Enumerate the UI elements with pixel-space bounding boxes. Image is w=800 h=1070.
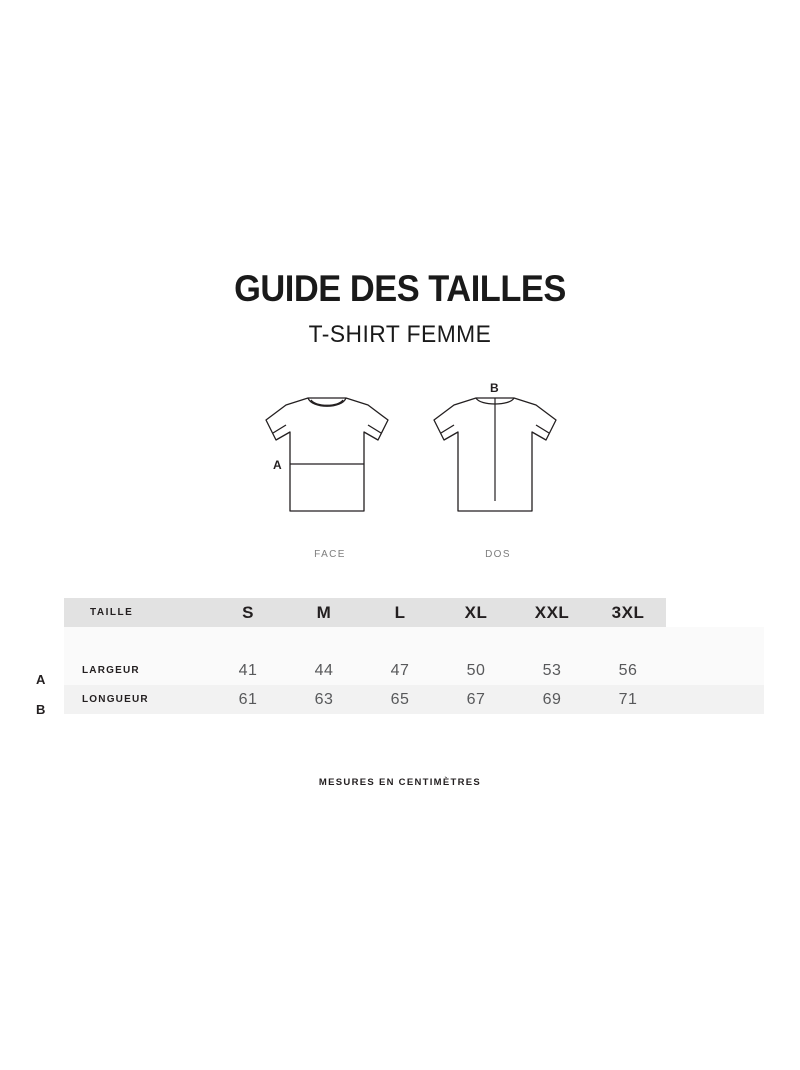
largeur-l: 47 <box>362 656 438 685</box>
caption-dos: DOS <box>485 549 511 560</box>
table-row-largeur <box>64 656 764 685</box>
table-header-row <box>64 598 764 627</box>
header-size-l: L <box>362 598 438 627</box>
longueur-spacer <box>666 685 764 714</box>
largeur-m: 44 <box>286 656 362 685</box>
largeur-3xl: 56 <box>590 656 666 685</box>
front-tshirt-icon <box>266 398 388 511</box>
longueur-3xl: 71 <box>590 685 666 714</box>
header-size-3xl: 3XL <box>590 598 666 627</box>
largeur-xl: 50 <box>438 656 514 685</box>
back-tshirt-icon <box>434 398 556 511</box>
row-marker-a: A <box>36 672 46 687</box>
longueur-xl: 67 <box>438 685 514 714</box>
shirt-illustrations <box>0 378 800 568</box>
longueur-l: 65 <box>362 685 438 714</box>
title-block <box>0 270 800 349</box>
header-size-xl: XL <box>438 598 514 627</box>
header-taille: TAILLE <box>64 598 210 627</box>
page-subtitle: T-SHIRT FEMME <box>308 320 492 348</box>
longueur-m: 63 <box>286 685 362 714</box>
row-label-largeur: LARGEUR <box>64 656 210 685</box>
largeur-s: 41 <box>210 656 286 685</box>
size-table <box>64 598 764 714</box>
largeur-xxl: 53 <box>514 656 590 685</box>
header-size-xxl: XXL <box>514 598 590 627</box>
largeur-spacer <box>666 656 764 685</box>
row-label-longueur: LONGUEUR <box>64 685 210 714</box>
row-marker-b: B <box>36 702 46 717</box>
longueur-s: 61 <box>210 685 286 714</box>
size-table-wrap <box>64 598 764 714</box>
tshirt-diagram-svg <box>240 378 580 538</box>
caption-face: FACE <box>314 549 346 560</box>
table-spacer-row <box>64 627 764 656</box>
header-size-s: S <box>210 598 286 627</box>
table-spacer-cell <box>64 627 764 656</box>
measurement-unit-note: MESURES EN CENTIMÈTRES <box>318 777 482 788</box>
header-size-m: M <box>286 598 362 627</box>
header-spacer <box>666 598 764 627</box>
page-title: GUIDE DES TAILLES <box>234 268 566 309</box>
marker-b-back: B <box>490 381 499 395</box>
marker-a-front: A <box>273 458 282 472</box>
longueur-xxl: 69 <box>514 685 590 714</box>
table-row-longueur <box>64 685 764 714</box>
